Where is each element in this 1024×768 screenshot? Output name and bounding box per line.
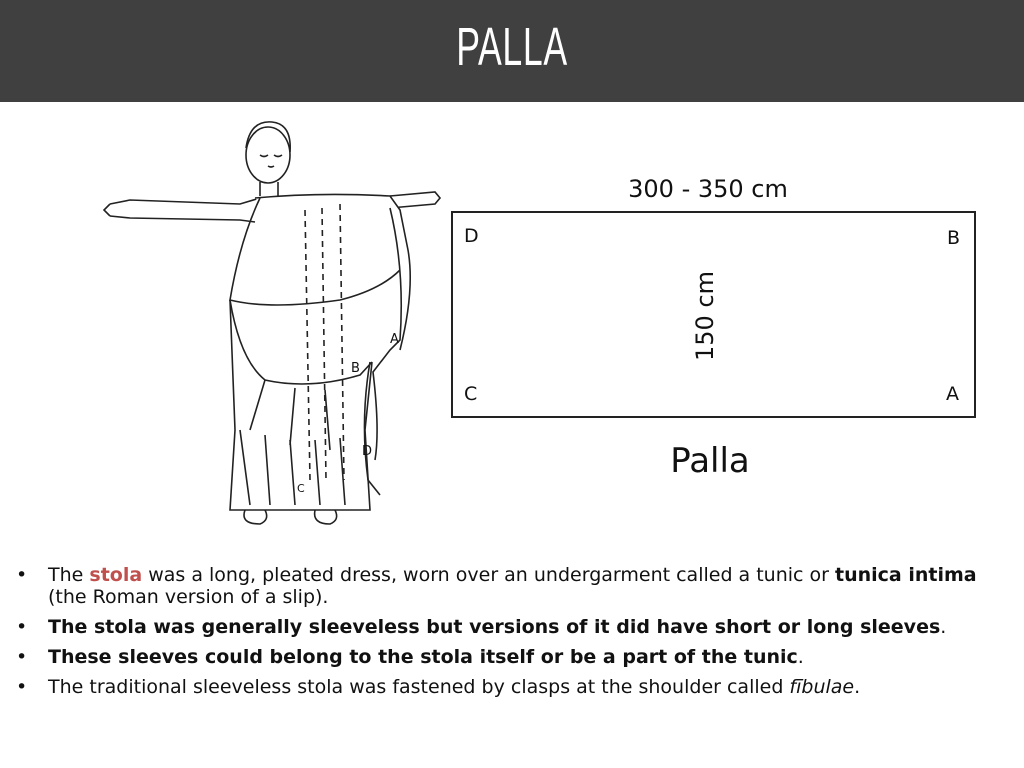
highlight-stola: stola bbox=[89, 564, 143, 586]
bullet-item: • The stola was a long, pleated dress, worn over an undergarment called a tunic or tunica intima (the Roman version of a slip). bbox=[16, 564, 977, 608]
palla-diagram-svg bbox=[90, 100, 990, 550]
bullet-item: • The stola was generally sleeveless but versions of it did have short or long sleeves. bbox=[16, 616, 947, 638]
corner-label-bottom-right: A bbox=[946, 383, 959, 405]
corner-label-bottom-left: C bbox=[464, 383, 478, 405]
drawing-label-a: A bbox=[390, 332, 399, 347]
drawing-label-b: B bbox=[351, 361, 360, 376]
bullet-dot: • bbox=[16, 646, 28, 668]
drawing-label-c: C bbox=[297, 482, 305, 495]
slide-title: PALLA bbox=[456, 17, 568, 77]
diagram-caption: Palla bbox=[670, 441, 750, 481]
corner-label-top-right: B bbox=[947, 227, 961, 249]
corner-label-top-left: D bbox=[464, 225, 479, 247]
bullet-dot: • bbox=[16, 616, 28, 638]
drawing-label-d: D bbox=[362, 444, 373, 459]
dimension-side-label: 150 cm bbox=[691, 270, 719, 362]
bullet-dot: • bbox=[16, 676, 28, 698]
woman-figure-drawing bbox=[104, 122, 440, 524]
bullet-list bbox=[10, 564, 1020, 706]
dimension-top-label: 300 - 350 cm bbox=[628, 175, 788, 203]
term-fibulae: fībulae bbox=[789, 676, 855, 698]
palla-diagram bbox=[90, 100, 990, 550]
bullet-item: • These sleeves could belong to the stola itself or be a part of the tunic. bbox=[16, 646, 804, 668]
bullet-dot: • bbox=[16, 564, 28, 586]
bullet-item: • The traditional sleeveless stola was fastened by clasps at the shoulder called fībulae. bbox=[16, 676, 861, 698]
term-tunica-intima: tunica intima bbox=[835, 564, 977, 586]
title-bar bbox=[0, 0, 1024, 102]
